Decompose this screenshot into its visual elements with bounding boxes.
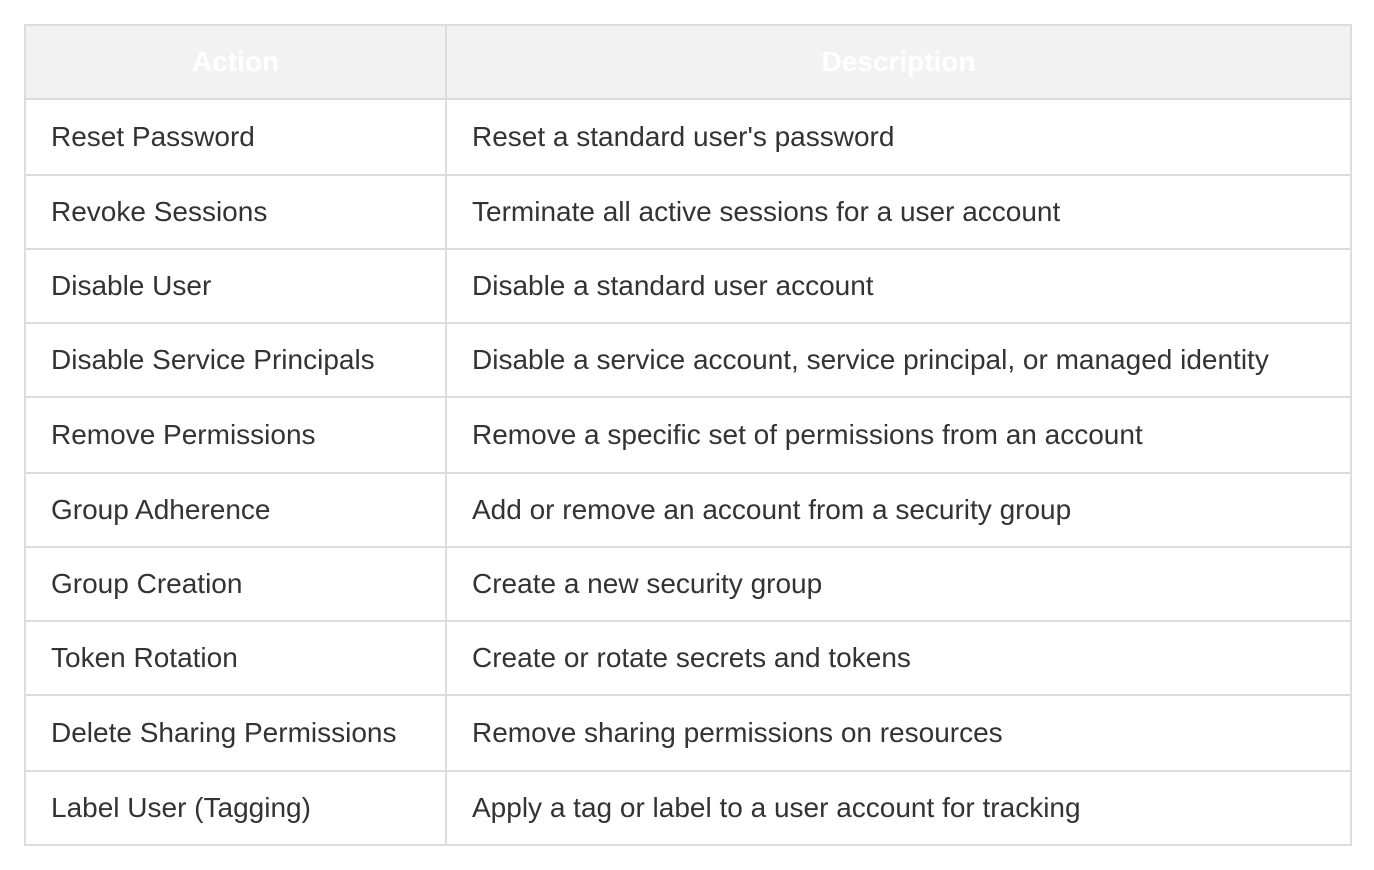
actions-table (24, 24, 1352, 846)
table-row (25, 695, 1351, 771)
cell-description: Remove sharing permissions on resources (446, 695, 1351, 771)
header-action: Action (25, 25, 446, 99)
table-row (25, 249, 1351, 323)
cell-description: Disable a service account, service principal, or managed identity (446, 323, 1351, 397)
table-row (25, 473, 1351, 547)
table-row (25, 323, 1351, 397)
header-row (25, 25, 1351, 99)
table-row (25, 771, 1351, 845)
cell-description: Add or remove an account from a security group (446, 473, 1351, 547)
cell-action: Group Adherence (25, 473, 446, 547)
cell-action: Reset Password (25, 99, 446, 175)
cell-action: Delete Sharing Permissions (25, 695, 446, 771)
cell-description: Create or rotate secrets and tokens (446, 621, 1351, 695)
table-row (25, 99, 1351, 175)
cell-description: Create a new security group (446, 547, 1351, 621)
cell-action: Remove Permissions (25, 397, 446, 473)
table-row (25, 547, 1351, 621)
cell-action: Disable Service Principals (25, 323, 446, 397)
cell-description: Apply a tag or label to a user account for tracking (446, 771, 1351, 845)
cell-description: Remove a specific set of permissions from an account (446, 397, 1351, 473)
table-header (25, 25, 1351, 99)
table-row (25, 175, 1351, 249)
cell-action: Token Rotation (25, 621, 446, 695)
header-description: Description (446, 25, 1351, 99)
actions-table-container (24, 24, 1350, 846)
cell-action: Group Creation (25, 547, 446, 621)
cell-description: Terminate all active sessions for a user account (446, 175, 1351, 249)
cell-action: Disable User (25, 249, 446, 323)
cell-action: Label User (Tagging) (25, 771, 446, 845)
cell-description: Disable a standard user account (446, 249, 1351, 323)
table-row (25, 621, 1351, 695)
cell-description: Reset a standard user's password (446, 99, 1351, 175)
table-body (25, 99, 1351, 845)
table-row (25, 397, 1351, 473)
cell-action: Revoke Sessions (25, 175, 446, 249)
